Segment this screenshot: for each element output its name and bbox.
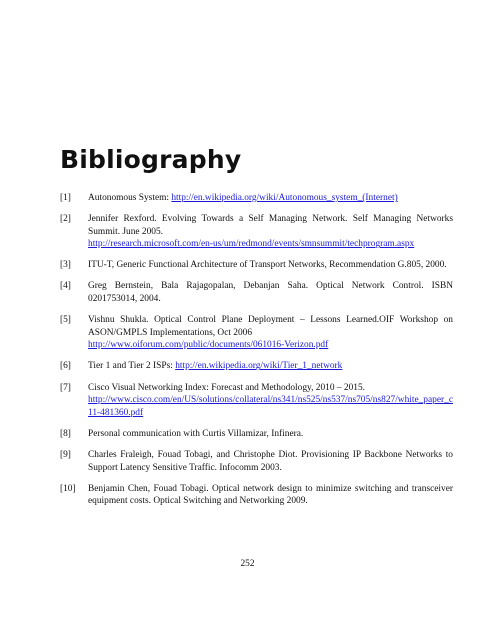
reference-item — [60, 428, 453, 441]
reference-number: [8] — [60, 428, 71, 439]
reference-text: Charles Fraleigh, Fouad Tobagi, and Christophe Diot. Provisioning IP Backbone Networks to Support Latency Sensitive Traffic. Infocomm 2003. — [88, 449, 453, 473]
reference-text: Benjamin Chen, Fouad Tobagi. Optical network design to minimize switching and transceiver equipment costs. Optical Switching and Networking 2009. — [88, 483, 453, 507]
reference-number: [6] — [60, 361, 71, 372]
reference-link[interactable]: http://en.wikipedia.org/wiki/Autonomous_system_(Internet) — [171, 193, 398, 203]
reference-text: Cisco Visual Networking Index: Forecast and Methodology, 2010 – 2015. — [88, 382, 366, 393]
reference-number: [9] — [60, 449, 71, 460]
reference-link[interactable]: http://www.cisco.com/en/US/solutions/collateral/ns341/ns525/ns537/ns705/ns827/white_paper_c11-481360.pdf — [88, 395, 453, 418]
page-title: Bibliography — [60, 145, 242, 174]
reference-item — [60, 259, 453, 272]
reference-text: Jennifer Rexford. Evolving Towards a Self Managing Network. Self Managing Networks Summit. June 2005. — [88, 214, 453, 237]
reference-text: Tier 1 and Tier 2 ISPs: — [88, 361, 176, 372]
page-number: 252 — [240, 559, 255, 569]
reference-item — [60, 280, 453, 305]
reference-item — [60, 192, 453, 205]
reference-text: Greg Bernstein, Bala Rajagopalan, Debanjan Saha. Optical Network Control. ISBN 0201753014, 2004. — [88, 281, 453, 305]
reference-text: Personal communication with Curtis Villamizar, Infinera. — [88, 428, 304, 439]
reference-link[interactable]: http://en.wikipedia.org/wiki/Tier_1_network — [175, 361, 343, 372]
reference-text: Vishnu Shukla. Optical Control Plane Deployment – Lessons Learned.OIF Workshop on ASON/GMPLS Implementations, Oct 2006 — [88, 315, 453, 338]
reference-item — [60, 360, 453, 373]
reference-link[interactable]: http://www.oiforum.com/public/documents/061016-Verizon.pdf — [88, 340, 329, 351]
reference-number: [4] — [60, 281, 71, 292]
reference-text: ITU-T, Generic Functional Architecture of Transport Networks, Recommendation G.805, 2000. — [88, 260, 447, 271]
reference-number: [3] — [60, 260, 71, 271]
reference-item — [60, 213, 453, 251]
reference-item — [60, 314, 453, 352]
reference-number: [5] — [60, 315, 71, 326]
reference-item — [60, 483, 453, 508]
reference-number: [10] — [60, 483, 76, 494]
reference-number: [7] — [60, 382, 71, 393]
reference-number: [1] — [60, 193, 71, 203]
reference-link[interactable]: http://research.microsoft.com/en-us/um/redmond/events/smnsummit/techprogram.aspx — [88, 239, 415, 250]
bibliography-list — [60, 192, 453, 516]
reference-item — [60, 449, 453, 474]
reference-item — [60, 382, 453, 420]
reference-text: Autonomous System: — [88, 193, 172, 203]
reference-number: [2] — [60, 214, 71, 225]
